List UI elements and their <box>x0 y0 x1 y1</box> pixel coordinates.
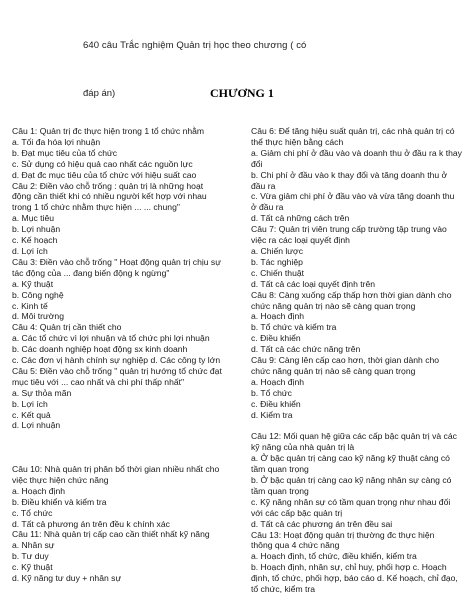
answer-option: b. Các doanh nghiệp hoạt động sx kinh doanh <box>12 344 188 355</box>
answer-option: a. Hoạch định, tổ chức, điều khiển, kiểm tra <box>251 551 417 562</box>
answer-option: trong 1 tổ chức nhằm thực hiện ... ... chung" <box>12 202 180 213</box>
answer-option: việc thực hiện chức năng <box>12 474 109 485</box>
answer-option: c. Kỹ thuật <box>12 562 53 573</box>
answer-option: b. Ở bậc quản trị càng cao kỹ năng nhân sự càng có <box>251 474 452 485</box>
question-text: Câu 13: Hoạt động quản trị thường đc thực hiện <box>251 529 435 540</box>
answer-option: c. Kết quả <box>12 409 51 420</box>
answer-option: b. Công nghệ <box>12 289 64 300</box>
document-heading-line2: đáp án) <box>83 88 116 99</box>
question-text: Câu 2: Điền vào chỗ trống : quản trị là những hoạt <box>12 180 204 191</box>
answer-option: c. Kế hoạch <box>12 235 58 246</box>
answer-option: c. Sử dụng có hiệu quả cao nhất các nguồn lực <box>12 158 193 169</box>
answer-option: c. Các đơn vị hành chính sự nghiệp d. Các công ty lớn <box>12 355 221 366</box>
answer-option: a. Sự thỏa mãn <box>12 387 72 398</box>
answer-option: a. Nhân sự <box>12 540 55 551</box>
answer-option: a. Tối đa hóa lợi nhuận <box>12 136 101 147</box>
question-text: Câu 1: Quản trị đc thực hiện trong 1 tổ chức nhằm <box>12 126 205 136</box>
blank-line <box>12 453 237 464</box>
answer-option: b. Hoạch định, nhân sự, chỉ huy, phối hợp c. Hoạch <box>251 562 447 573</box>
answer-option: d. Tất cả những cách trên <box>251 213 350 224</box>
answer-option: b. Tư duy <box>12 551 49 562</box>
answer-option: c. Kinh tế <box>12 300 48 311</box>
answer-option: việc ra các loại quyết định <box>251 235 350 246</box>
answer-option: b. Điều khiển và kiểm tra <box>12 496 107 507</box>
answer-option: b. Lợi ích <box>12 398 48 409</box>
blank-line <box>12 442 237 453</box>
question-text: Câu 6: Để tăng hiệu suất quản trị, các nhà quản trị có <box>251 126 455 136</box>
answer-option: đầu ra <box>251 180 276 191</box>
answer-option: a. Chiến lược <box>251 245 303 256</box>
question-text: Câu 9: Càng lên cấp cao hơn, thời gian dành cho <box>251 355 440 366</box>
answer-option: tầm quan trọng <box>251 464 309 475</box>
question-text: Câu 5: Điền vào chỗ trống " quản trị hướng tổ chức đạt <box>12 365 222 376</box>
question-text: Câu 7: Quản trị viên trung cấp trường tập trung vào <box>251 224 447 235</box>
answer-option: a. Giảm chi phí ở đầu vào và doanh thu ở đầu ra k thay <box>251 147 462 158</box>
answer-option: d. Tất cả các chức năng trên <box>251 344 361 355</box>
answer-option: b. Lợi nhuận <box>12 224 61 235</box>
answer-option: thể thực hiện bằng cách <box>251 136 344 147</box>
answer-option: d. Lợi nhuận <box>12 420 61 431</box>
answer-option: chức năng quản trị nào sẽ càng quan trọng <box>251 300 416 311</box>
blank-line <box>12 431 237 442</box>
answer-option: c. Điều khiển <box>251 333 301 344</box>
answer-option: a. Ở bậc quản trị càng cao kỹ năng kỹ thuật càng có <box>251 453 450 464</box>
answer-option: b. Tác nghiệp <box>251 256 303 267</box>
question-text: Câu 4: Quản trị cần thiết cho <box>12 322 122 333</box>
answer-option: kỹ năng của nhà quản trị là <box>251 442 355 453</box>
answer-option: a. Mục tiêu <box>12 213 55 224</box>
answer-option: b. Đạt mục tiêu của tổ chức <box>12 147 118 158</box>
answer-option: mục tiêu với ... cao nhất và chi phí thấp nhất" <box>12 376 185 387</box>
answer-option: ở đầu ra <box>251 202 284 213</box>
answer-option: đổi <box>251 158 263 169</box>
answer-option: c. Vừa giảm chi phí ở đầu vào và vừa tăng doanh thu <box>251 191 455 202</box>
answer-option: a. Hoạch định <box>251 376 305 387</box>
answer-option: d. Tất cả phương án trên đều k chính xác <box>12 518 170 529</box>
question-text: Câu 10: Nhà quản trị phân bổ thời gian nhiều nhất cho <box>12 464 220 475</box>
answer-option: tầm quan trọng <box>251 485 309 496</box>
answer-option: c. Điều khiển <box>251 398 301 409</box>
question-text: Câu 12: Mối quan hệ giữa các cấp bậc quản trị và các <box>251 431 457 442</box>
answer-option: c. Chiến thuật <box>251 267 305 278</box>
answer-option: thông qua 4 chức năng <box>251 540 340 551</box>
answer-option: d. Kỹ năng tư duy + nhân sự <box>12 573 122 584</box>
answer-option: c. Tổ chức <box>12 507 53 518</box>
answer-option: d. Lợi ích <box>12 245 48 256</box>
question-text: Câu 11: Nhà quản trị cấp cao cần thiết nhất kỹ năng <box>12 529 210 540</box>
blank-line <box>251 420 471 431</box>
answer-option: a. Kỹ thuật <box>12 278 54 289</box>
answer-option: a. Hoạch định <box>12 485 66 496</box>
question-text: Câu 3: Điền vào chỗ trống " Hoạt động quản trị chịu sự <box>12 256 221 267</box>
answer-option: d. Tất cả các phương án trên đều sai <box>251 518 393 529</box>
right-question-column <box>251 126 471 595</box>
document-heading-line1: 640 câu Trắc nghiệm Quản trị học theo chương ( có <box>83 40 307 51</box>
answer-option: b. Tổ chức và kiểm tra <box>251 322 337 333</box>
answer-option: d. Kiểm tra <box>251 409 293 420</box>
question-text: Câu 8: Càng xuống cấp thấp hơn thời gian dành cho <box>251 289 452 300</box>
answer-option: b. Chi phí ở đầu vào k thay đổi và tăng doanh thu ở <box>251 169 448 180</box>
answer-option: a. Hoạch định <box>251 311 305 322</box>
answer-option: chức năng quản trị nào sẽ càng quan trọng <box>251 365 416 376</box>
answer-option: d. Đạt đc mục tiêu của tổ chức với hiệu suất cao <box>12 169 197 180</box>
left-question-column <box>12 126 237 584</box>
answer-option: tổ chức, kiểm tra <box>251 584 316 595</box>
answer-option: c. Kỹ năng nhân sự có tầm quan trọng như nhau đối <box>251 496 451 507</box>
answer-option: tác động của ... đang biến động k ngừng" <box>12 267 170 278</box>
answer-option: a. Các tổ chức vì lợi nhuận và tổ chức phi lợi nhuận <box>12 333 210 344</box>
answer-option: d. Môi trường <box>12 311 64 322</box>
answer-option: d. Tất cả các loại quyết định trên <box>251 278 376 289</box>
answer-option: động cần thiết khi có nhiều người kết hợp với nhau <box>12 191 207 202</box>
answer-option: với các cấp bậc quản trị <box>251 507 343 518</box>
answer-option: b. Tổ chức <box>251 387 292 398</box>
chapter-title: CHƯƠNG 1 <box>210 86 274 100</box>
answer-option: định, tổ chức, phối hợp, báo cáo d. Kế hoạch, chỉ đạo, <box>251 573 458 584</box>
